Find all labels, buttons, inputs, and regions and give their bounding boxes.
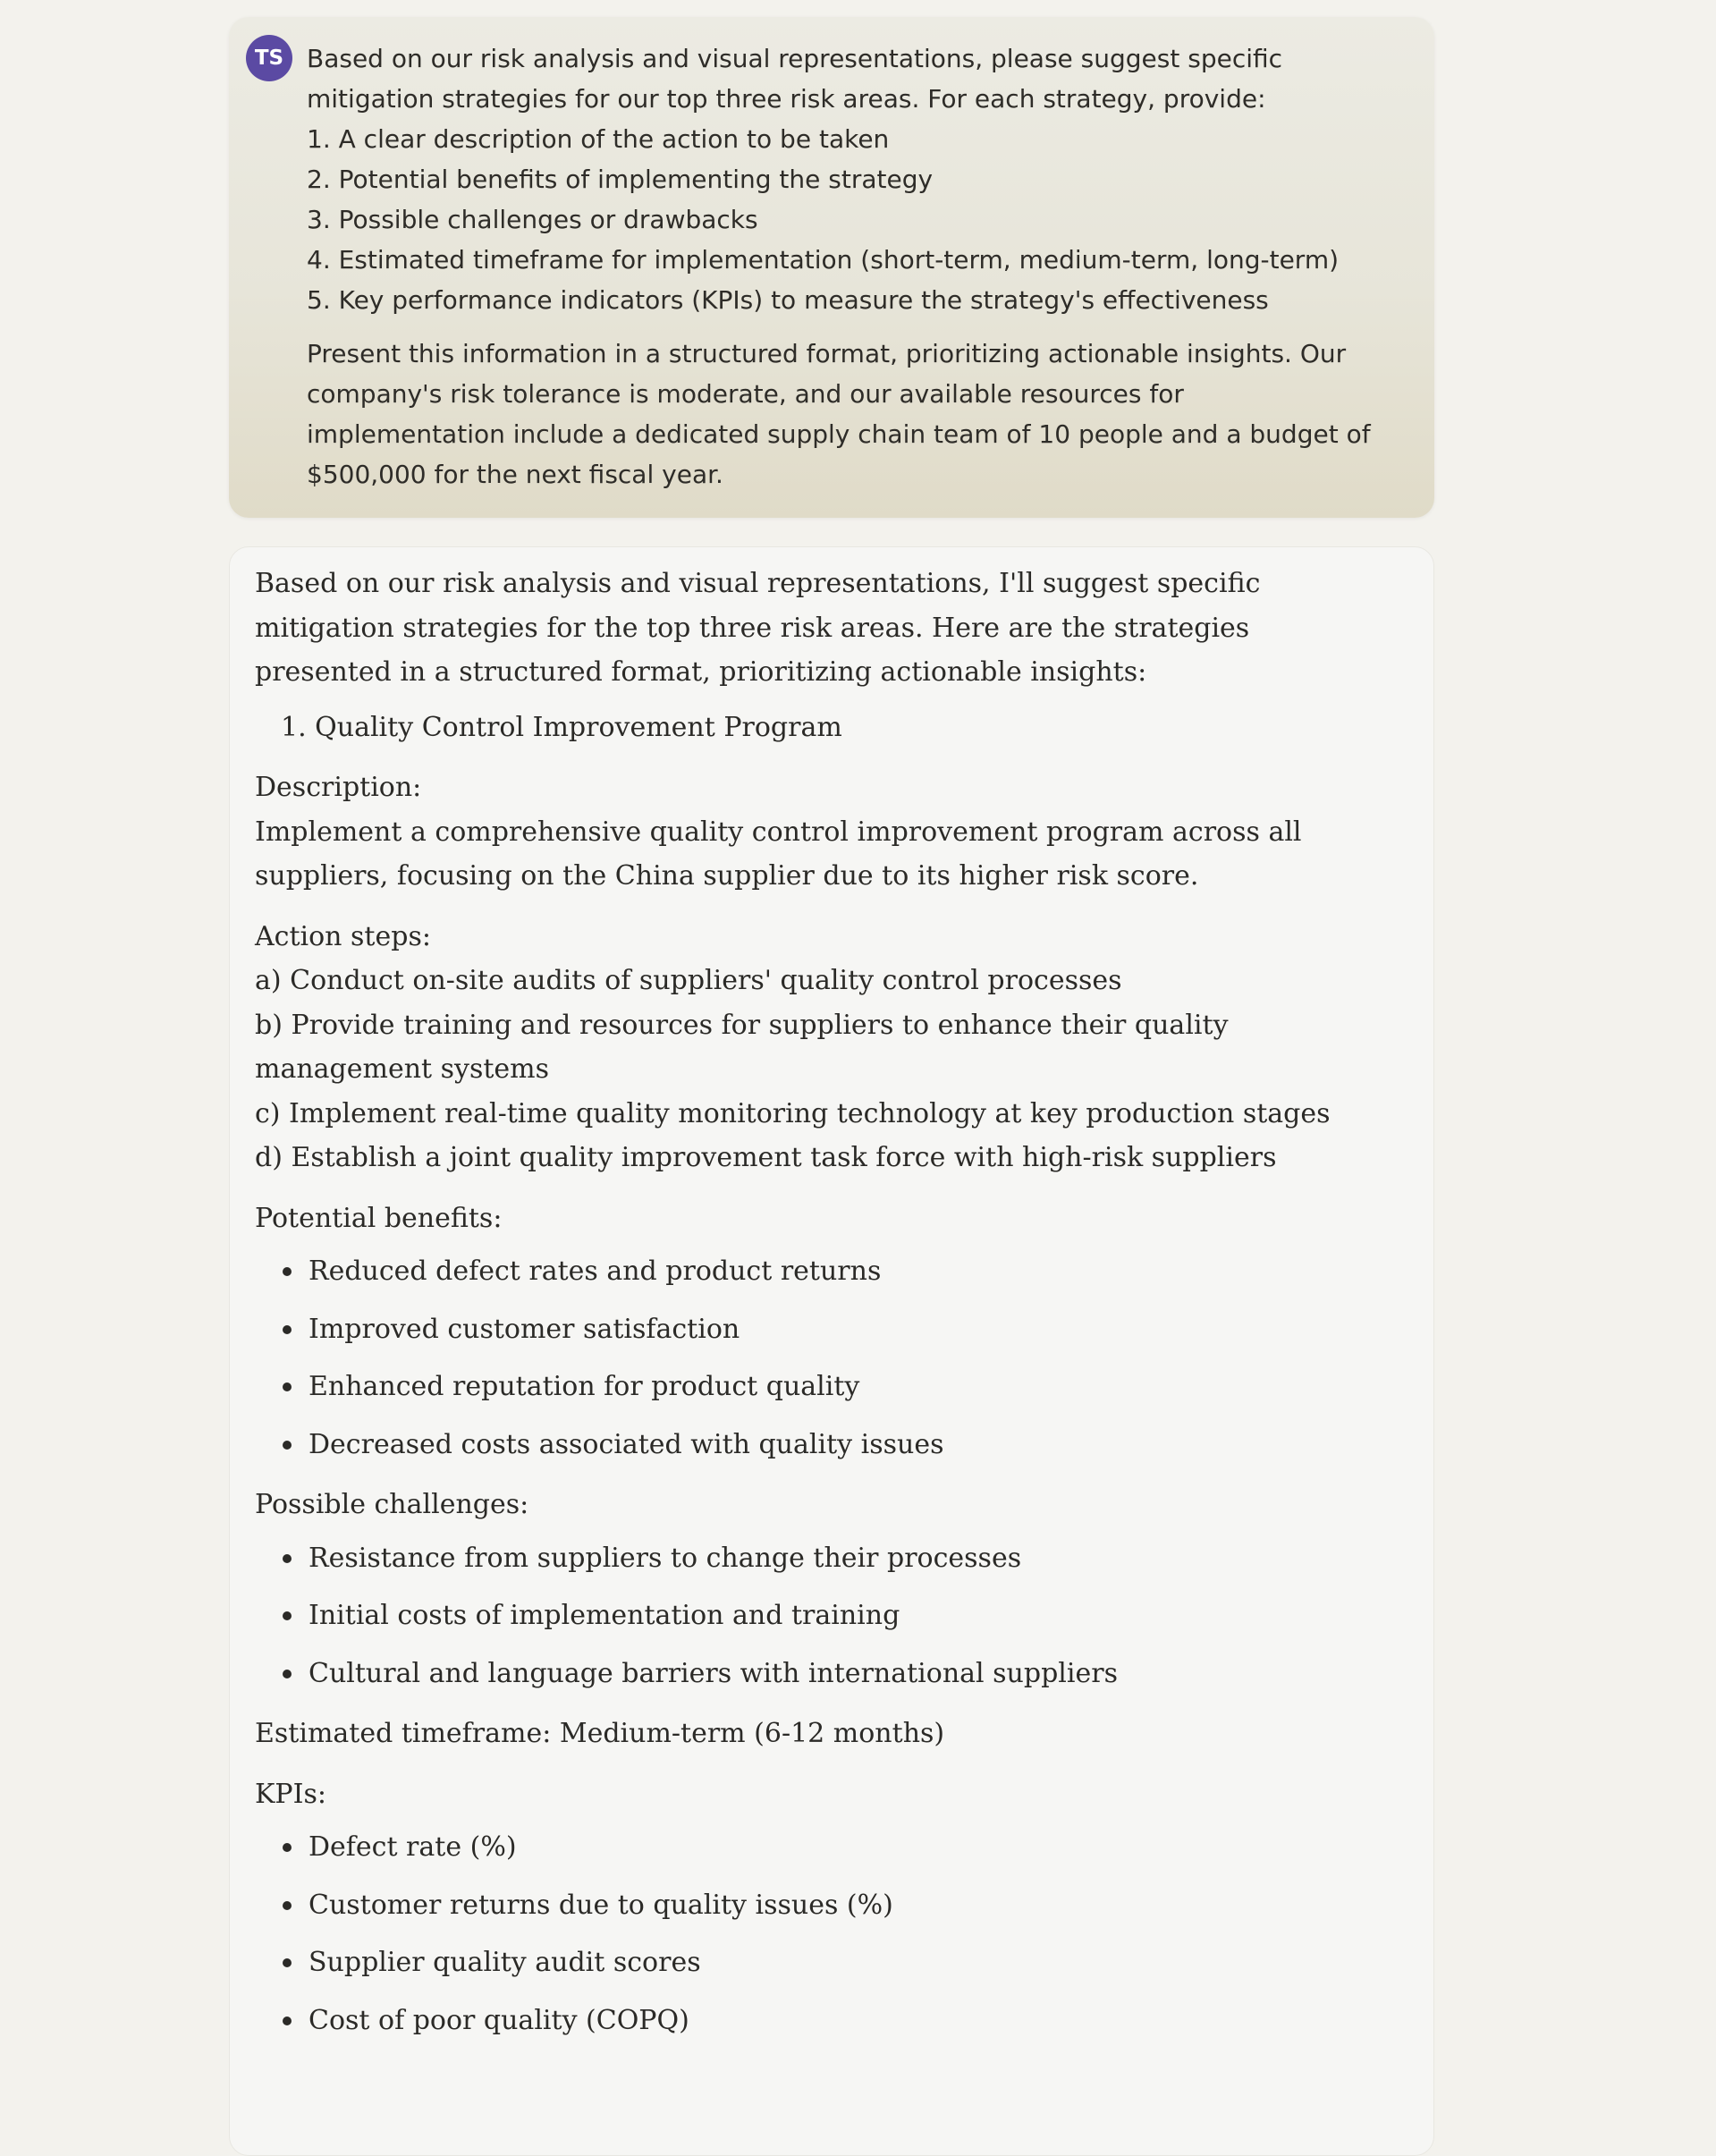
user-message-closing: Present this information in a structured format, prioritizing actionable insights. Our company's risk tolerance is moderate, and our available resources for implementation include a dedicated supply chain team of 10 people and a budget of $500,000 for the next fiscal year. <box>307 339 1371 489</box>
list-item <box>255 1940 1344 1985</box>
bullet-icon <box>283 1670 292 1678</box>
user-avatar[interactable]: TS <box>246 35 292 81</box>
list-item-text: Initial costs of implementation and training <box>309 1600 900 1631</box>
user-message <box>229 17 1434 518</box>
bullet-icon <box>283 1958 292 1967</box>
list-item-text: Resistance from suppliers to change their processes <box>309 1542 1022 1574</box>
list-item <box>255 1825 1344 1870</box>
kpis-label: KPIs: <box>255 1778 326 1810</box>
challenges-section <box>255 1483 1344 1695</box>
action-steps-label: Action steps: <box>255 920 431 952</box>
user-list-item: 4. Estimated timeframe for implementation (short-term, medium-term, long-term) <box>307 245 1340 275</box>
list-item-text: Enhanced reputation for product quality <box>309 1371 860 1402</box>
assistant-intro: Based on our risk analysis and visual representations, I'll suggest specific mitigation strategies for the top three risk areas. Here are the strategies presented in a structured format, prioritizing actionable insights: <box>255 568 1261 688</box>
description-text: Implement a comprehensive quality control improvement program across all suppliers, focusing on the China supplier due to its higher risk score. <box>255 816 1302 892</box>
list-item-text: Reduced defect rates and product returns <box>309 1256 882 1287</box>
list-item <box>255 1249 1344 1294</box>
benefits-list <box>255 1249 1344 1467</box>
list-item <box>255 1594 1344 1638</box>
list-item-text: Decreased costs associated with quality issues <box>309 1428 944 1460</box>
benefits-label: Potential benefits: <box>255 1202 503 1234</box>
list-item <box>255 1307 1344 1352</box>
timeframe-text: Estimated timeframe: Medium-term (6-12 months) <box>255 1718 945 1749</box>
user-list-item: 3. Possible challenges or drawbacks <box>307 205 758 234</box>
challenges-list <box>255 1536 1344 1696</box>
list-item <box>255 1423 1344 1467</box>
action-step: d) Establish a joint quality improvement task force with high-risk suppliers <box>255 1142 1277 1173</box>
bullet-icon <box>283 1382 292 1391</box>
action-step: a) Conduct on-site audits of suppliers' quality control processes <box>255 965 1122 996</box>
list-item-text: Cost of poor quality (COPQ) <box>309 2004 689 2036</box>
bullet-icon <box>283 1267 292 1276</box>
user-list-item: 5. Key performance indicators (KPIs) to measure the strategy's effectiveness <box>307 285 1269 315</box>
action-steps-section <box>255 915 1344 1180</box>
benefits-section <box>255 1196 1344 1467</box>
user-message-list <box>307 119 1372 320</box>
strategy-list <box>255 706 1344 750</box>
list-item <box>255 1652 1344 1696</box>
list-item-text: Supplier quality audit scores <box>309 1947 701 1978</box>
list-item <box>255 1883 1344 1928</box>
action-step: b) Provide training and resources for suppliers to enhance their quality management systems <box>255 1009 1229 1085</box>
bullet-icon <box>283 1441 292 1450</box>
description-section <box>255 765 1344 899</box>
description-label: Description: <box>255 772 422 803</box>
bullet-icon <box>283 2016 292 2025</box>
list-item-text: Improved customer satisfaction <box>309 1313 740 1345</box>
kpis-section <box>255 1772 1344 2043</box>
list-item-text: Cultural and language barriers with international suppliers <box>309 1657 1118 1689</box>
bullet-icon <box>283 1554 292 1563</box>
list-item <box>255 1536 1344 1581</box>
bullet-icon <box>283 1901 292 1910</box>
bullet-icon <box>283 1843 292 1852</box>
list-item-text: Customer returns due to quality issues (%) <box>309 1889 893 1921</box>
user-message-intro: Based on our risk analysis and visual representations, please suggest specific mitigation strategies for our top three risk areas. For each strategy, provide: <box>307 44 1283 114</box>
bullet-icon <box>283 1325 292 1334</box>
challenges-label: Possible challenges: <box>255 1489 529 1520</box>
user-list-item: 1. A clear description of the action to be taken <box>307 124 890 154</box>
list-item <box>255 1999 1344 2043</box>
assistant-message <box>229 546 1434 2156</box>
kpis-list <box>255 1825 1344 2042</box>
strategy-title: 1. Quality Control Improvement Program <box>281 711 842 743</box>
list-item-text: Defect rate (%) <box>309 1831 517 1863</box>
chat-thread <box>229 17 1434 2156</box>
bullet-icon <box>283 1611 292 1620</box>
list-item <box>255 1365 1344 1409</box>
user-list-item: 2. Potential benefits of implementing the strategy <box>307 165 934 194</box>
action-step: c) Implement real-time quality monitoring technology at key production stages <box>255 1097 1331 1129</box>
